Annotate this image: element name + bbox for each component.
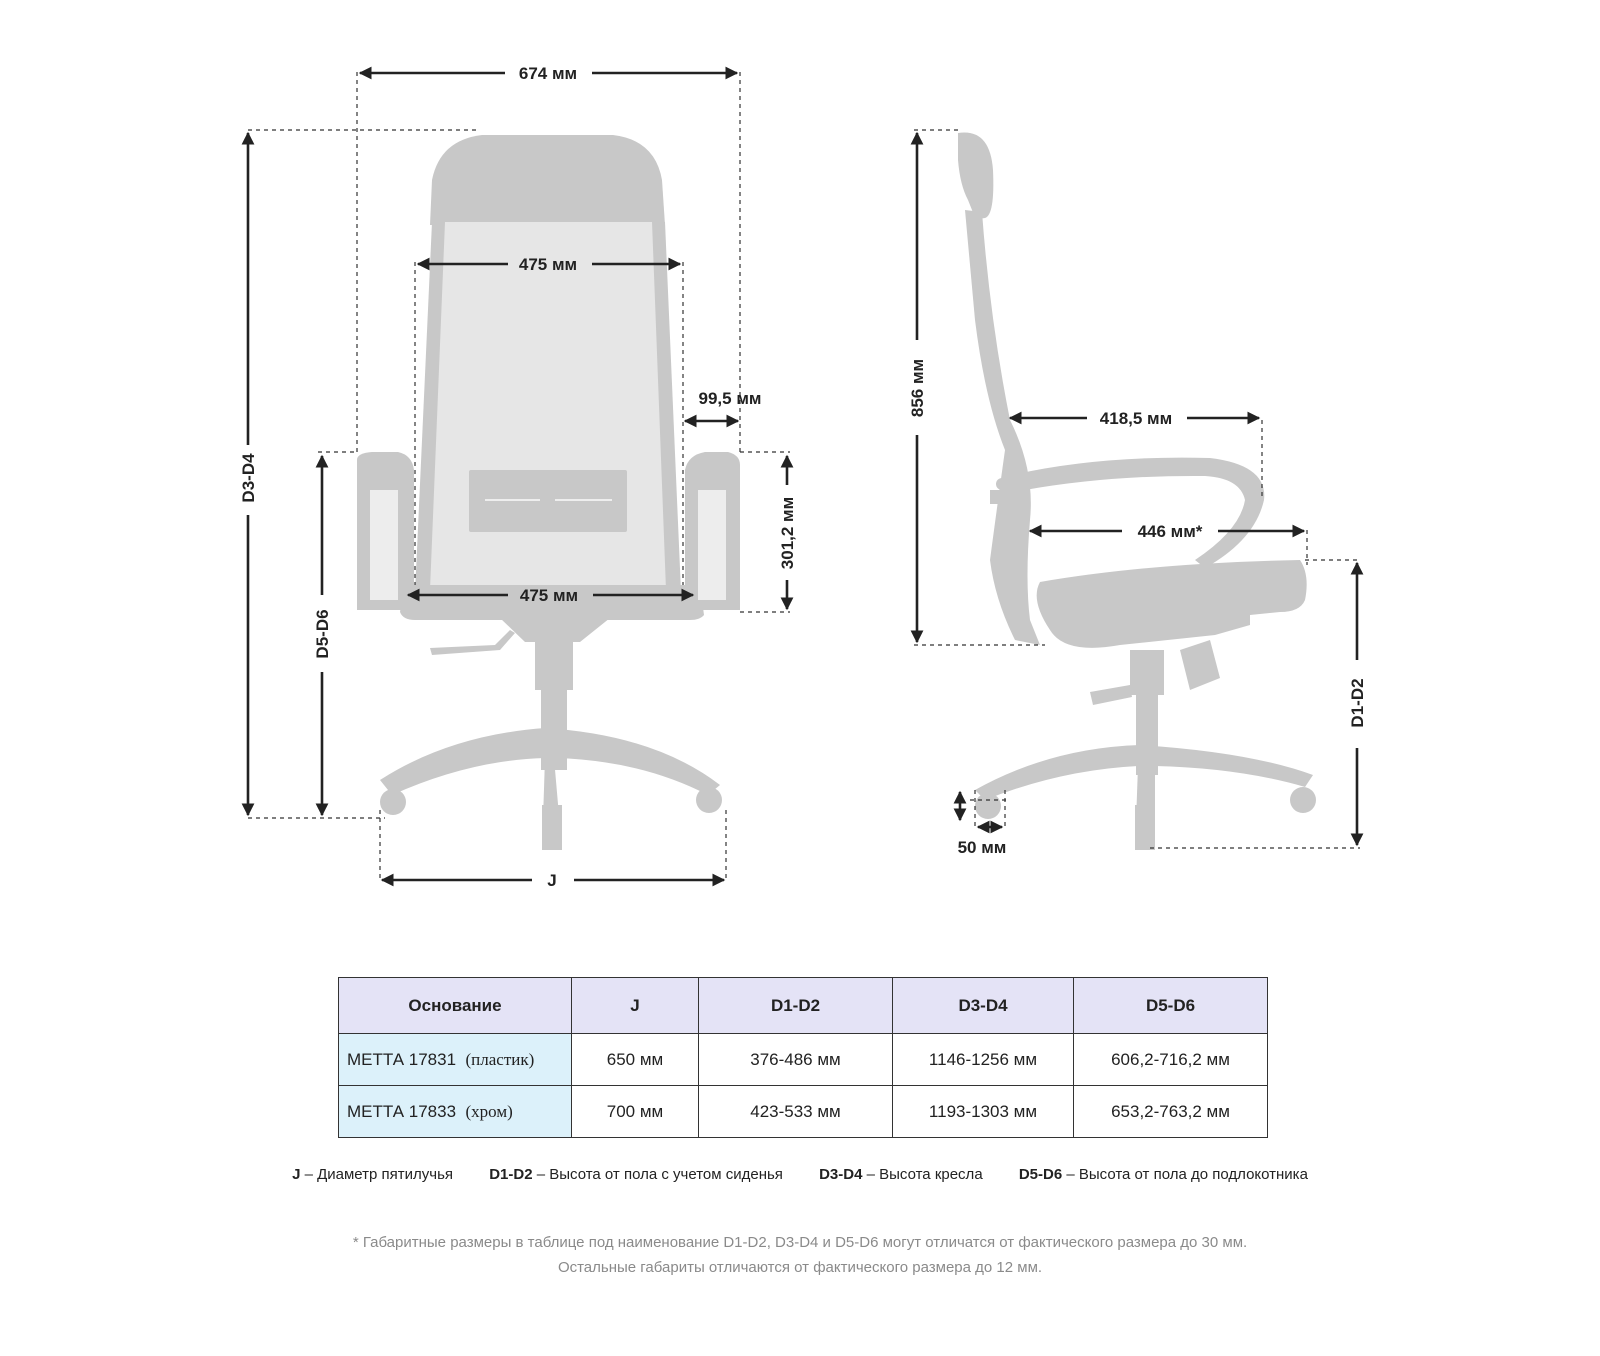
table-row [339, 1034, 1268, 1086]
row-base-material: (пластик) [465, 1049, 535, 1069]
header-d1d2: D1-D2 [699, 978, 893, 1034]
front-chair-height-label: D3-D4 [239, 453, 258, 503]
header-j: J [572, 978, 699, 1034]
front-armrest-offset-label: 99,5 мм [698, 389, 762, 408]
legend-item-j [292, 1166, 453, 1183]
front-armrest-height-label: 301,2 мм [778, 496, 797, 570]
side-armrest-depth-label: 418,5 мм [1099, 409, 1173, 428]
legend-item-d1d2 [489, 1166, 783, 1183]
side-back-height-label: 856 мм [908, 358, 927, 418]
row-d5d6-cell: 653,2-763,2 мм [1074, 1086, 1268, 1138]
side-seat-height-label: D1-D2 [1348, 678, 1367, 728]
legend-text: – Высота от пола с учетом сиденья [536, 1166, 783, 1183]
header-d3d4: D3-D4 [893, 978, 1074, 1034]
legend-key: D3-D4 [819, 1166, 863, 1183]
side-chair-drawing [958, 132, 1316, 850]
footnote-line: * Габаритные размеры в таблице под наименование D1-D2, D3-D4 и D5-D6 могут отличатся от фактического размера до 30 мм. [352, 1234, 1248, 1251]
side-caster-label: 50 мм [957, 838, 1007, 857]
side-seat-depth-label: 446 мм* [1137, 522, 1203, 541]
legend-key: D1-D2 [489, 1166, 533, 1183]
front-base-diameter-label: J [547, 871, 557, 890]
row-d1d2-cell: 423-533 мм [699, 1086, 893, 1138]
footnote-line: Остальные габариты отличаются от фактического размера до 12 мм. [557, 1259, 1043, 1276]
header-d5d6: D5-D6 [1074, 978, 1268, 1034]
row-j-cell: 700 мм [572, 1086, 699, 1138]
legend-item-d5d6 [1019, 1166, 1308, 1183]
legend-text: – Высота от пола до подлокотника [1066, 1166, 1308, 1183]
footnotes [0, 1230, 1600, 1280]
row-base-material: (хром) [465, 1101, 513, 1121]
row-d1d2-cell: 376-486 мм [699, 1034, 893, 1086]
row-d5d6-cell: 606,2-716,2 мм [1074, 1034, 1268, 1086]
legend-key: D5-D6 [1018, 1166, 1063, 1183]
row-base-cell [339, 1034, 572, 1086]
front-seat-width-label: 475 мм [519, 586, 579, 605]
front-backrest-width-label: 475 мм [518, 255, 578, 274]
front-width-label: 674 мм [518, 64, 578, 83]
row-d3d4-cell: 1146-1256 мм [893, 1034, 1074, 1086]
table-row [339, 1086, 1268, 1138]
row-base-name: МЕТТА 17833 [347, 1101, 457, 1121]
table-header-row [339, 978, 1268, 1034]
legend-text: – Диаметр пятилучья [304, 1166, 454, 1183]
legend-key: J [292, 1166, 301, 1183]
legend-text: – Высота кресла [866, 1166, 983, 1183]
front-chair-drawing [357, 135, 740, 850]
legend [0, 1166, 1600, 1183]
legend-item-d3d4 [819, 1166, 983, 1183]
header-base: Основание [339, 978, 572, 1034]
row-j-cell: 650 мм [572, 1034, 699, 1086]
spec-table [338, 977, 1268, 1138]
row-base-cell [339, 1086, 572, 1138]
row-base-name: МЕТТА 17831 [347, 1049, 457, 1069]
front-armrest-floor-label: D5-D6 [313, 609, 332, 659]
row-d3d4-cell: 1193-1303 мм [893, 1086, 1074, 1138]
